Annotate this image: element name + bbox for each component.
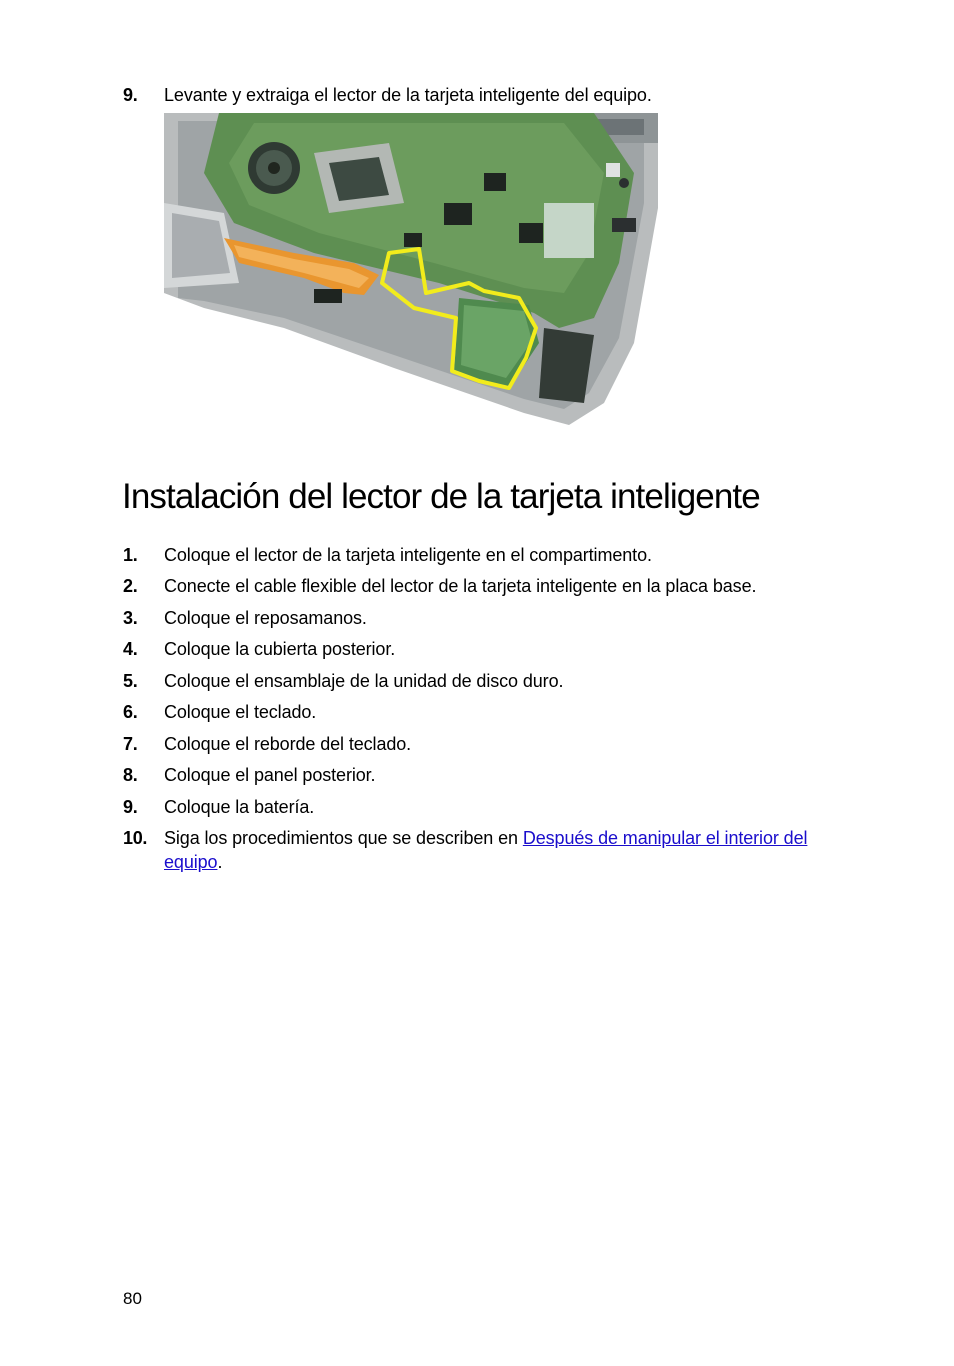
step-text: Coloque el reborde del teclado. bbox=[164, 734, 412, 754]
step-number: 9. bbox=[123, 85, 138, 105]
after-working-inside-link[interactable]: Después de manipular el interior del equipo bbox=[164, 828, 808, 872]
step-text: Coloque la batería. bbox=[164, 797, 315, 817]
step-text: Levante y extraiga el lector de la tarjeta inteligente del equipo. bbox=[164, 85, 652, 105]
step-text: Coloque el reposamanos. bbox=[164, 608, 367, 628]
step-number: 1. bbox=[123, 545, 138, 565]
smart-card-reader-photo bbox=[164, 113, 658, 425]
step-text bbox=[164, 826, 844, 874]
step-text: Coloque el lector de la tarjeta inteligente en el compartimento. bbox=[164, 545, 652, 565]
step-number: 5. bbox=[123, 671, 138, 691]
page-number: 80 bbox=[123, 1289, 142, 1308]
page-heading: Instalación del lector de la tarjeta inteligente bbox=[122, 477, 760, 516]
step-number: 4. bbox=[123, 639, 138, 659]
step-text: Coloque el teclado. bbox=[164, 702, 317, 722]
step-text-before-link: Siga los procedimientos que se describen en bbox=[164, 828, 523, 848]
step-text-after-link: . bbox=[217, 852, 223, 872]
step-text: Coloque el panel posterior. bbox=[164, 765, 376, 785]
step-number: 2. bbox=[123, 576, 138, 596]
step-number: 10. bbox=[123, 828, 148, 848]
step-text: Coloque el ensamblaje de la unidad de disco duro. bbox=[164, 671, 564, 691]
step-text: Coloque la cubierta posterior. bbox=[164, 639, 396, 659]
step-number: 6. bbox=[123, 702, 138, 722]
step-number: 8. bbox=[123, 765, 138, 785]
step-number: 9. bbox=[123, 797, 138, 817]
step-text: Conecte el cable flexible del lector de la tarjeta inteligente en la placa base. bbox=[164, 576, 757, 596]
step-number: 3. bbox=[123, 608, 138, 628]
step-number: 7. bbox=[123, 734, 138, 754]
